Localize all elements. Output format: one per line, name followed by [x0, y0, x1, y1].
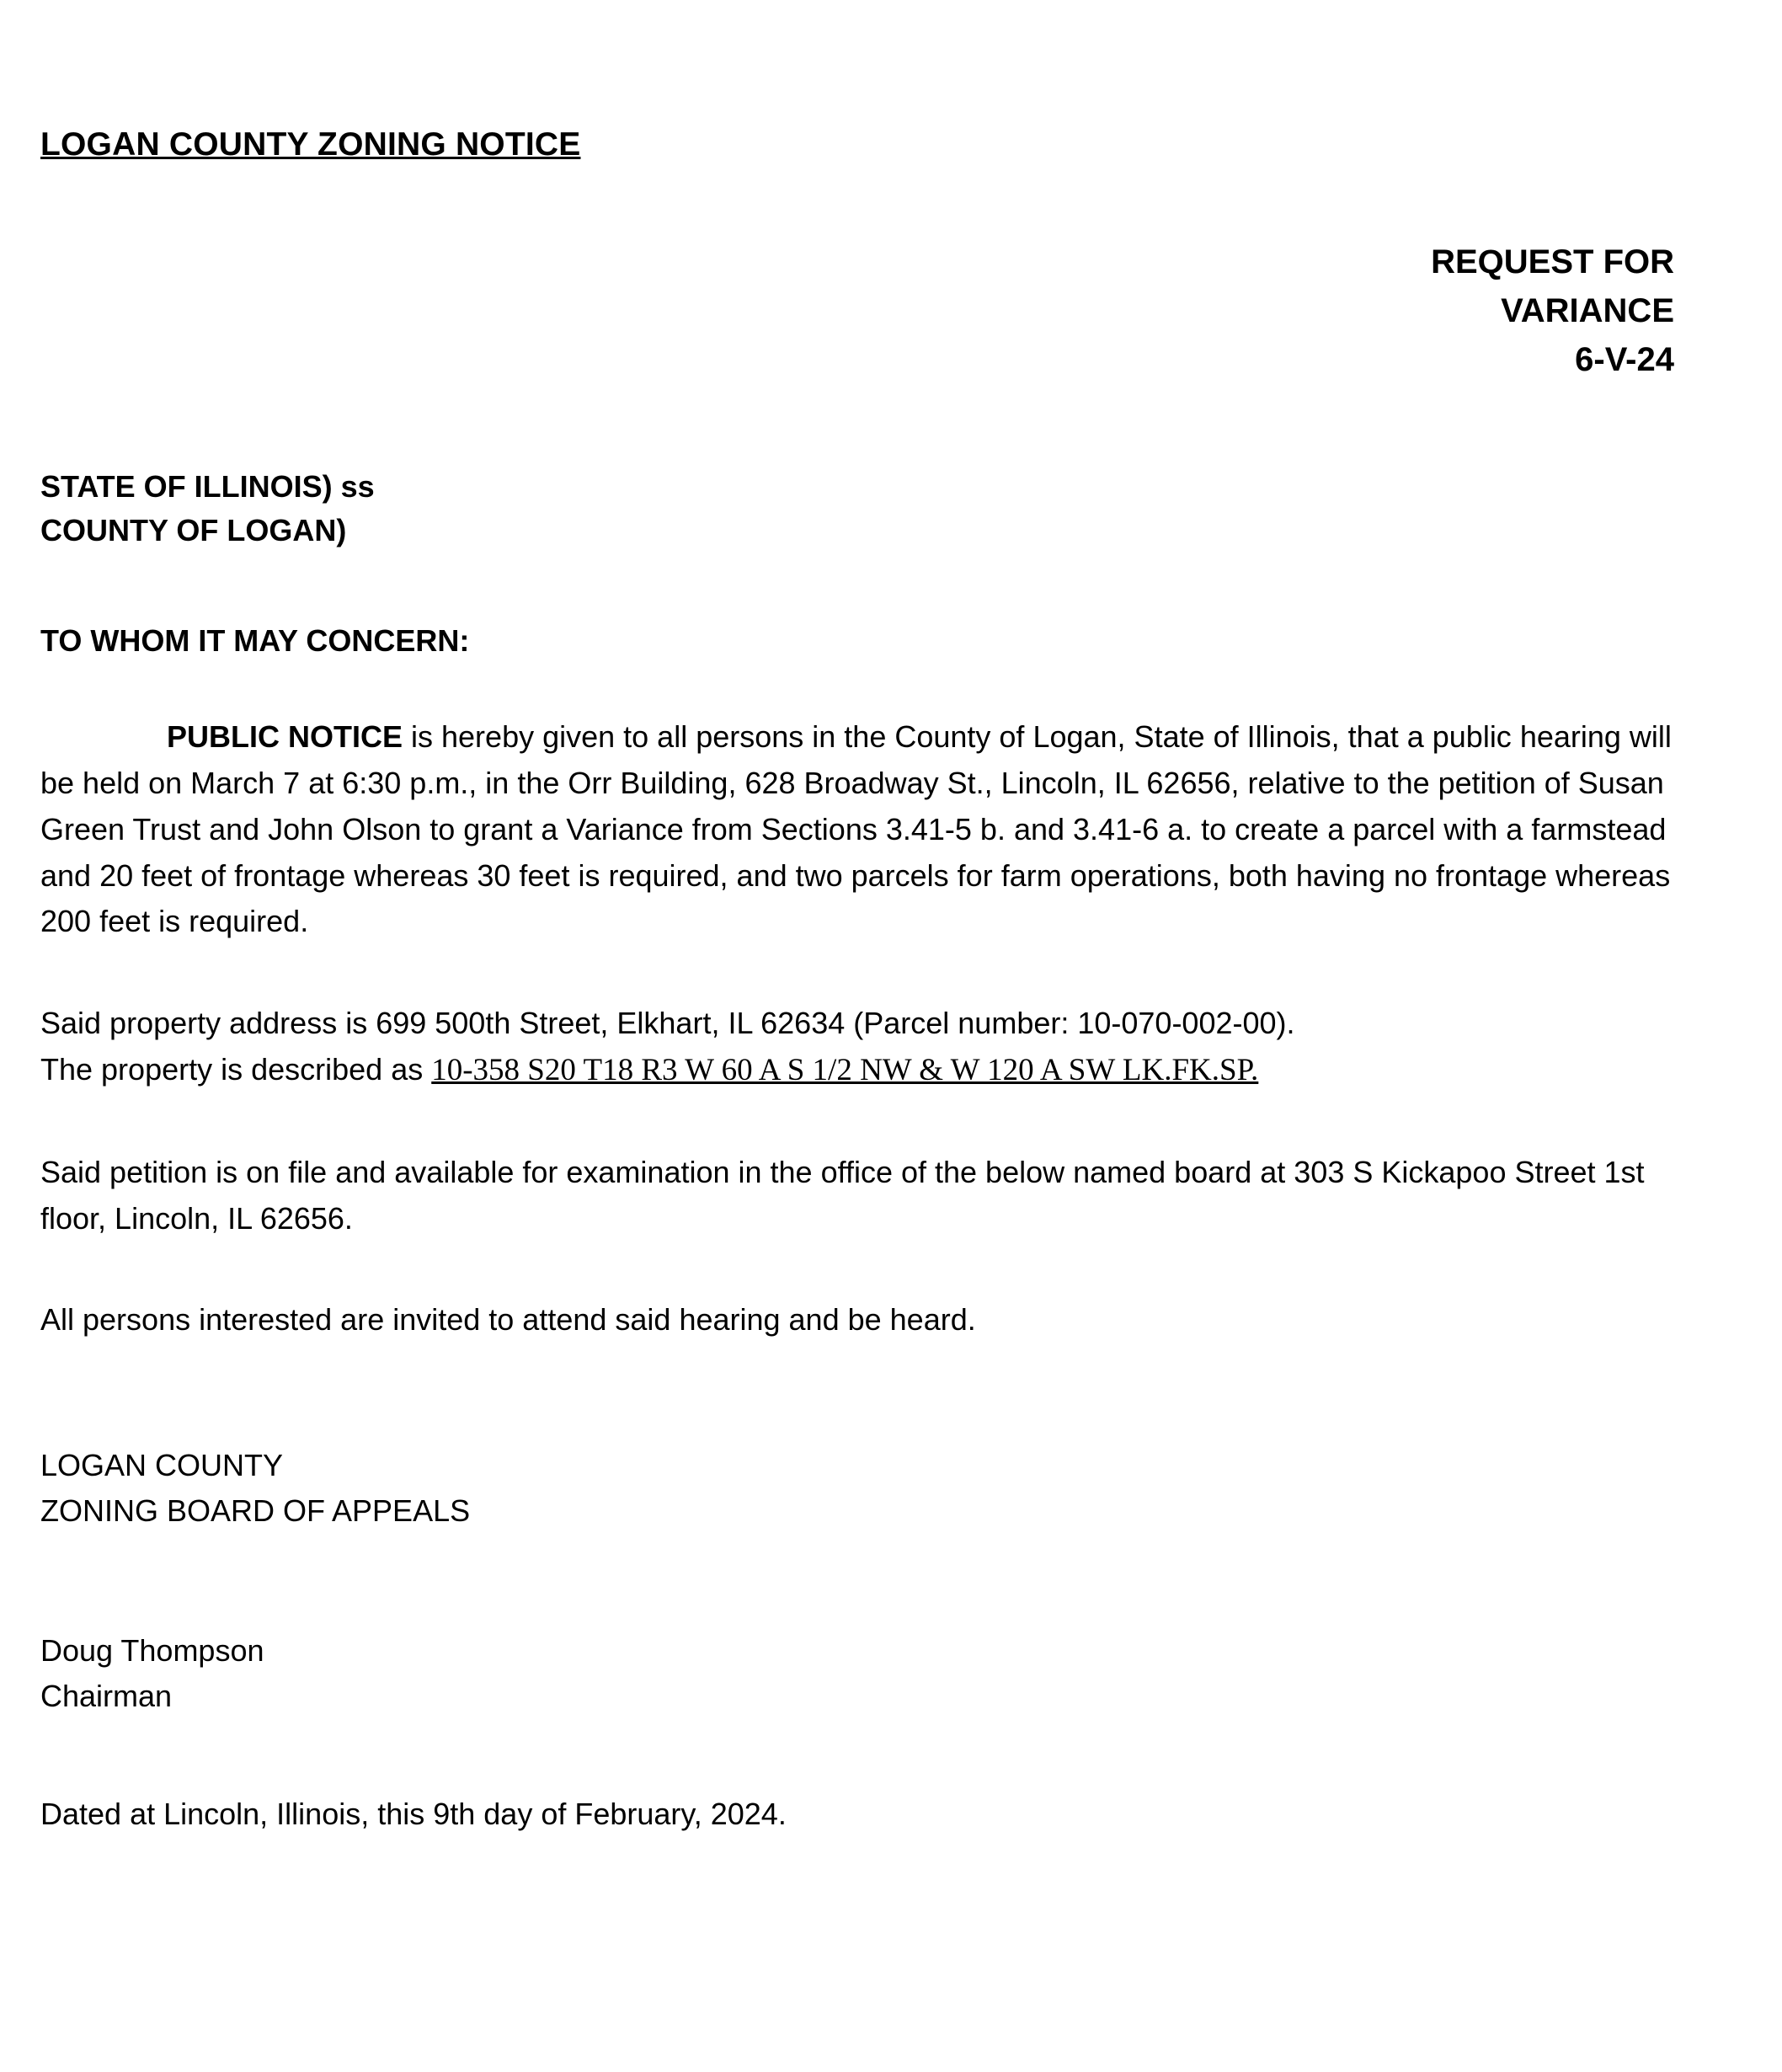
- state-line: STATE OF ILLINOIS) ss: [40, 469, 375, 504]
- property-description-prefix: The property is described as: [40, 1051, 432, 1087]
- signer-title: Chairman: [40, 1679, 173, 1714]
- request-heading: [40, 238, 1674, 384]
- property-paragraph: [40, 1001, 1674, 1094]
- signer-name: Doug Thompson: [40, 1633, 264, 1669]
- invitation-paragraph: All persons interested are invited to attend said hearing and be heard.: [40, 1302, 976, 1338]
- property-address-sentence: Said property address is 699 500th Street, Elkhart, IL 62634 (Parcel number: 10-070-002-00).: [40, 1005, 1295, 1040]
- board-name-line2: ZONING BOARD OF APPEALS: [40, 1493, 471, 1529]
- salutation: TO WHOM IT MAY CONCERN:: [40, 623, 470, 659]
- jurisdiction-block: [40, 465, 1674, 553]
- property-description-line: [40, 1047, 1674, 1094]
- page-title: LOGAN COUNTY ZONING NOTICE: [40, 126, 581, 163]
- board-block: [40, 1443, 1674, 1534]
- board-name-line1: LOGAN COUNTY: [40, 1448, 284, 1483]
- request-case-number: 6-V-24: [1575, 341, 1674, 378]
- county-line: COUNTY OF LOGAN): [40, 513, 347, 548]
- public-notice-lead-in: PUBLIC NOTICE: [167, 719, 403, 755]
- petition-availability-paragraph: Said petition is on file and available for examination in the office of the below named board at 303 S Kickapoo Street 1st floor, Lincoln, IL 62656.: [40, 1154, 1645, 1236]
- public-notice-body: is hereby given to all persons in the County of Logan, State of Illinois, that a public hearing will be held on March 7 at 6:30 p.m., in the Orr Building, 628 Broadway St., Lincoln, IL 62656, relative to the petition of Susan Green Trust and John Olson to grant a Variance from Sections 3.41-5 b. and 3.41-6 a. to create a parcel with a farmstead and 20 feet of frontage whereas 30 feet is required, and two parcels for farm operations, both having no frontage whereas 200 feet is required.: [40, 719, 1672, 939]
- request-heading-line1: REQUEST FOR: [1431, 243, 1674, 280]
- public-notice-paragraph: [40, 714, 1674, 945]
- dated-line: Dated at Lincoln, Illinois, this 9th day of February, 2024.: [40, 1797, 787, 1832]
- signer-block: [40, 1628, 1674, 1719]
- legal-description: 10-358 S20 T18 R3 W 60 A S 1/2 NW & W 120 A SW LK.FK.SP.: [431, 1052, 1259, 1087]
- request-heading-line2: VARIANCE: [1501, 292, 1674, 329]
